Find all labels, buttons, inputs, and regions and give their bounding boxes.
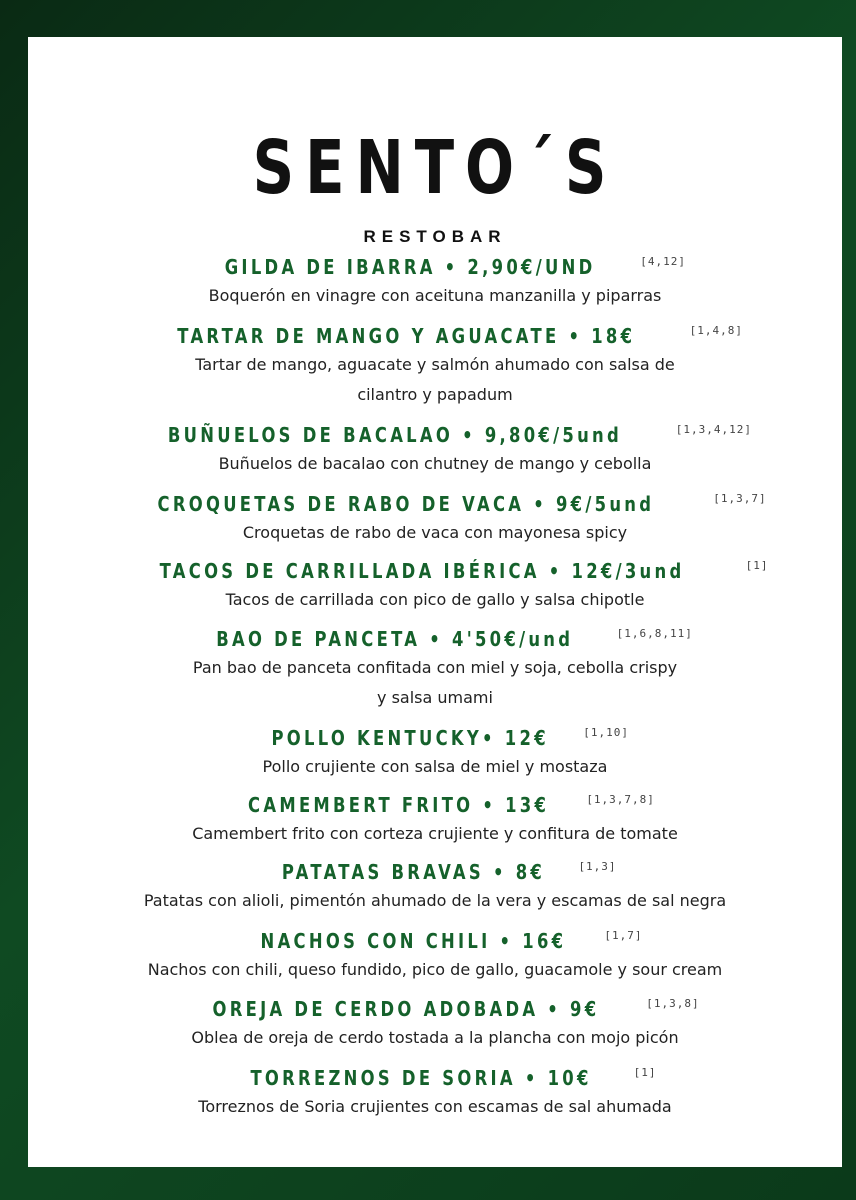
item-description: Tacos de carrillada con pico de gallo y salsa chipotle bbox=[225, 590, 645, 609]
item-title: TACOS DE CARRILLADA IBÉRICA • 12€/3und bbox=[159, 559, 684, 583]
menu-item bbox=[28, 997, 842, 1053]
menu-item bbox=[28, 559, 842, 615]
item-allergens: [1,3,4,12] bbox=[675, 423, 753, 436]
item-allergens: [1] bbox=[745, 559, 769, 572]
item-title: BAO DE PANCETA • 4'50€/und bbox=[216, 627, 574, 651]
item-title: CROQUETAS DE RABO DE VACA • 9€/5und bbox=[157, 492, 655, 516]
menu-item bbox=[28, 929, 842, 985]
item-description: Pollo crujiente con salsa de miel y mostaza bbox=[262, 757, 608, 776]
item-title: PATATAS BRAVAS • 8€ bbox=[282, 860, 546, 884]
item-description: Tartar de mango, aguacate y salmón ahumado con salsa de bbox=[195, 355, 675, 374]
item-allergens: [4,12] bbox=[640, 255, 686, 268]
menu-item bbox=[28, 255, 842, 311]
item-title: POLLO KENTUCKY• 12€ bbox=[271, 726, 549, 750]
item-allergens: [1,7] bbox=[604, 929, 643, 942]
menu-item bbox=[28, 726, 842, 782]
item-description: y salsa umami bbox=[377, 688, 493, 707]
brand-logo: SENTO´S bbox=[252, 125, 618, 211]
item-description: Buñuelos de bacalao con chutney de mango y cebolla bbox=[218, 454, 652, 473]
menu-item bbox=[28, 324, 842, 410]
item-allergens: [1] bbox=[633, 1066, 657, 1079]
item-description: Croquetas de rabo de vaca con mayonesa spicy bbox=[242, 523, 628, 542]
item-allergens: [1,6,8,11] bbox=[616, 627, 693, 640]
item-title: TARTAR DE MANGO Y AGUACATE • 18€ bbox=[177, 324, 636, 348]
item-description: cilantro y papadum bbox=[357, 385, 513, 404]
item-allergens: [1,3,7] bbox=[713, 492, 767, 505]
item-allergens: [1,3] bbox=[578, 860, 617, 873]
item-description: Nachos con chili, queso fundido, pico de gallo, guacamole y sour cream bbox=[147, 960, 723, 979]
item-allergens: [1,3,8] bbox=[646, 997, 700, 1010]
brand-subtitle: RESTOBAR bbox=[363, 227, 507, 246]
item-allergens: [1,3,7,8] bbox=[586, 793, 655, 806]
menu-item bbox=[28, 1066, 842, 1122]
item-title: OREJA DE CERDO ADOBADA • 9€ bbox=[212, 997, 600, 1021]
item-title: BUÑUELOS DE BACALAO • 9,80€/5und bbox=[167, 423, 622, 447]
menu-item bbox=[28, 423, 842, 479]
menu-item bbox=[28, 793, 842, 849]
item-description: Torreznos de Soria crujientes con escamas de sal ahumada bbox=[198, 1097, 672, 1116]
menu-sheet bbox=[28, 37, 842, 1167]
menu-item bbox=[28, 860, 842, 916]
item-description: Oblea de oreja de cerdo tostada a la plancha con mojo picón bbox=[191, 1028, 679, 1047]
item-description: Boquerón en vinagre con aceituna manzanilla y piparras bbox=[208, 286, 662, 305]
item-title: TORREZNOS DE SORIA • 10€ bbox=[250, 1066, 593, 1090]
menu-item bbox=[28, 492, 842, 548]
item-description: Pan bao de panceta confitada con miel y soja, cebolla crispy bbox=[192, 658, 678, 677]
item-title: NACHOS CON CHILI • 16€ bbox=[261, 929, 567, 953]
item-allergens: [1,4,8] bbox=[689, 324, 743, 337]
menu-item bbox=[28, 627, 842, 713]
item-description: Camembert frito con corteza crujiente y confitura de tomate bbox=[192, 824, 678, 843]
item-title: GILDA DE IBARRA • 2,90€/UND bbox=[224, 255, 596, 279]
item-title: CAMEMBERT FRITO • 13€ bbox=[248, 793, 550, 817]
item-allergens: [1,10] bbox=[583, 726, 630, 739]
item-description: Patatas con alioli, pimentón ahumado de la vera y escamas de sal negra bbox=[143, 891, 727, 910]
